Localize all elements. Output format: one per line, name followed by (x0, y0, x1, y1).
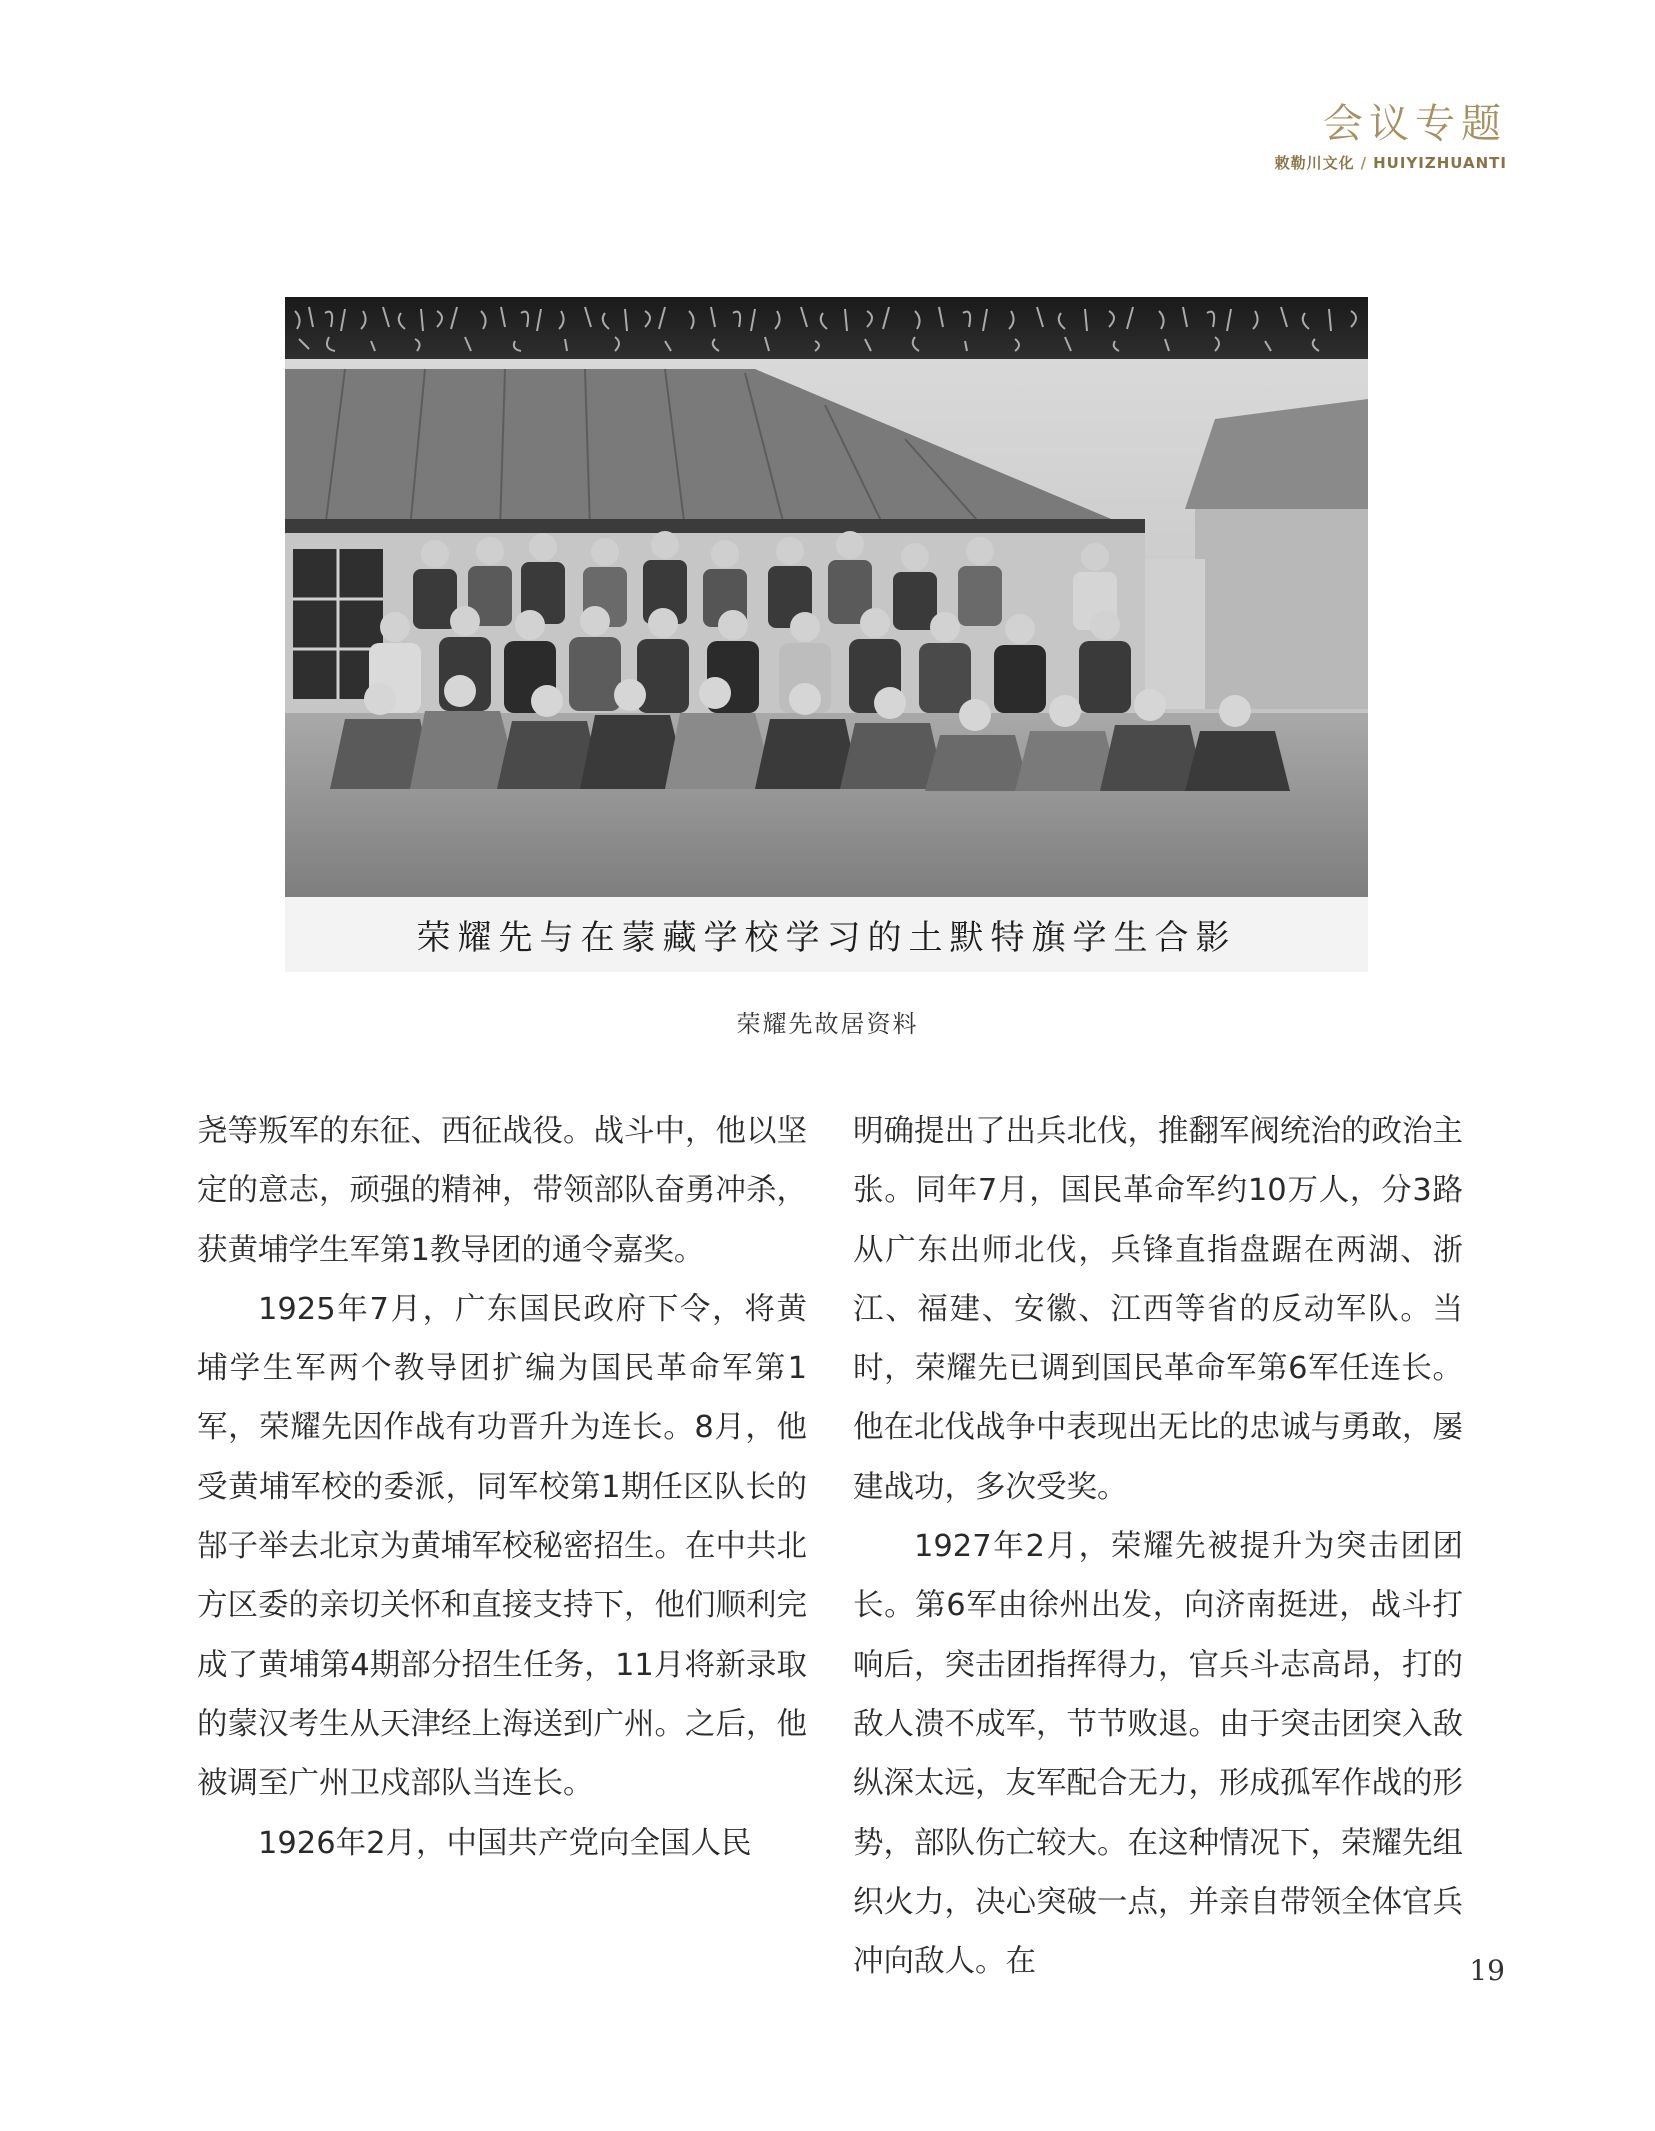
figure-source-caption: 荣耀先故居资料 (736, 1010, 919, 1038)
historical-photo (285, 297, 1368, 972)
photo-caption-strip (285, 897, 1368, 972)
paragraph: 尧等叛军的东征、西征战役。战斗中，他以坚定的意志，顽强的精神，带领部队奋勇冲杀，获黄埔学生军第1教导团的通令嘉奖。 (197, 1114, 807, 1268)
page-number: 19 (1469, 1954, 1505, 1987)
calligraphy-strokes (285, 297, 1368, 359)
group-photograph (285, 359, 1368, 897)
paragraph: 明确提出了出兵北伐，推翻军阀统治的政治主张。同年7月，国民革命军约10万人，分3路从广东出师北伐，兵锋直指盘踞在两湖、浙江、福建、安徽、江西等省的反动军队。当时，荣耀先已调到国民革命军第6军任连长。他在北伐战争中表现出无比的忠诚与勇敢，屡建战功，多次受奖。 (853, 1114, 1463, 1505)
section-title: 会议专题 (1323, 101, 1507, 147)
photo-caption: 荣耀先与在蒙藏学校学习的土默特旗学生合影 (416, 918, 1237, 958)
paragraph: 1926年2月，中国共产党向全国人民 (258, 1825, 752, 1861)
body-column-right (853, 1102, 1463, 1991)
section-subtitle (1275, 152, 1507, 173)
paragraph: 1927年2月，荣耀先被提升为突击团团长。第6军由徐州出发，向济南挺进，战斗打响后，突击团指挥得力，官兵斗志高昂，打的敌人溃不成军，节节败退。由于突击团突入敌纵深太远，友军配合无力，形成孤军作战的形势，部队伤亡较大。在这种情况下，荣耀先组织火力，决心突破一点，并亲自带领全体官兵冲向敌人。在 (853, 1529, 1463, 1980)
photo-scene (285, 359, 1368, 897)
page-header (1275, 100, 1507, 173)
photo-calligraphy-banner (285, 297, 1368, 359)
subtitle-en: HUIYIZHUANTI (1373, 154, 1507, 172)
subtitle-divider: / (1360, 154, 1368, 172)
subtitle-cn: 敕勒川文化 (1274, 154, 1355, 172)
paragraph: 1925年7月，广东国民政府下令，将黄埔学生军两个教导团扩编为国民革命军第1军，荣耀先因作战有功晋升为连长。8月，他受黄埔军校的委派，同军校第1期任区队长的郜子举去北京为黄埔军校秘密招生。在中共北方区委的亲切关怀和直接支持下，他们顺利完成了黄埔第4期部分招生任务，11月将新录取的蒙汉考生从天津经上海送到广州。之后，他被调至广州卫戍部队当连长。 (197, 1291, 807, 1802)
body-column-left (197, 1102, 807, 1873)
